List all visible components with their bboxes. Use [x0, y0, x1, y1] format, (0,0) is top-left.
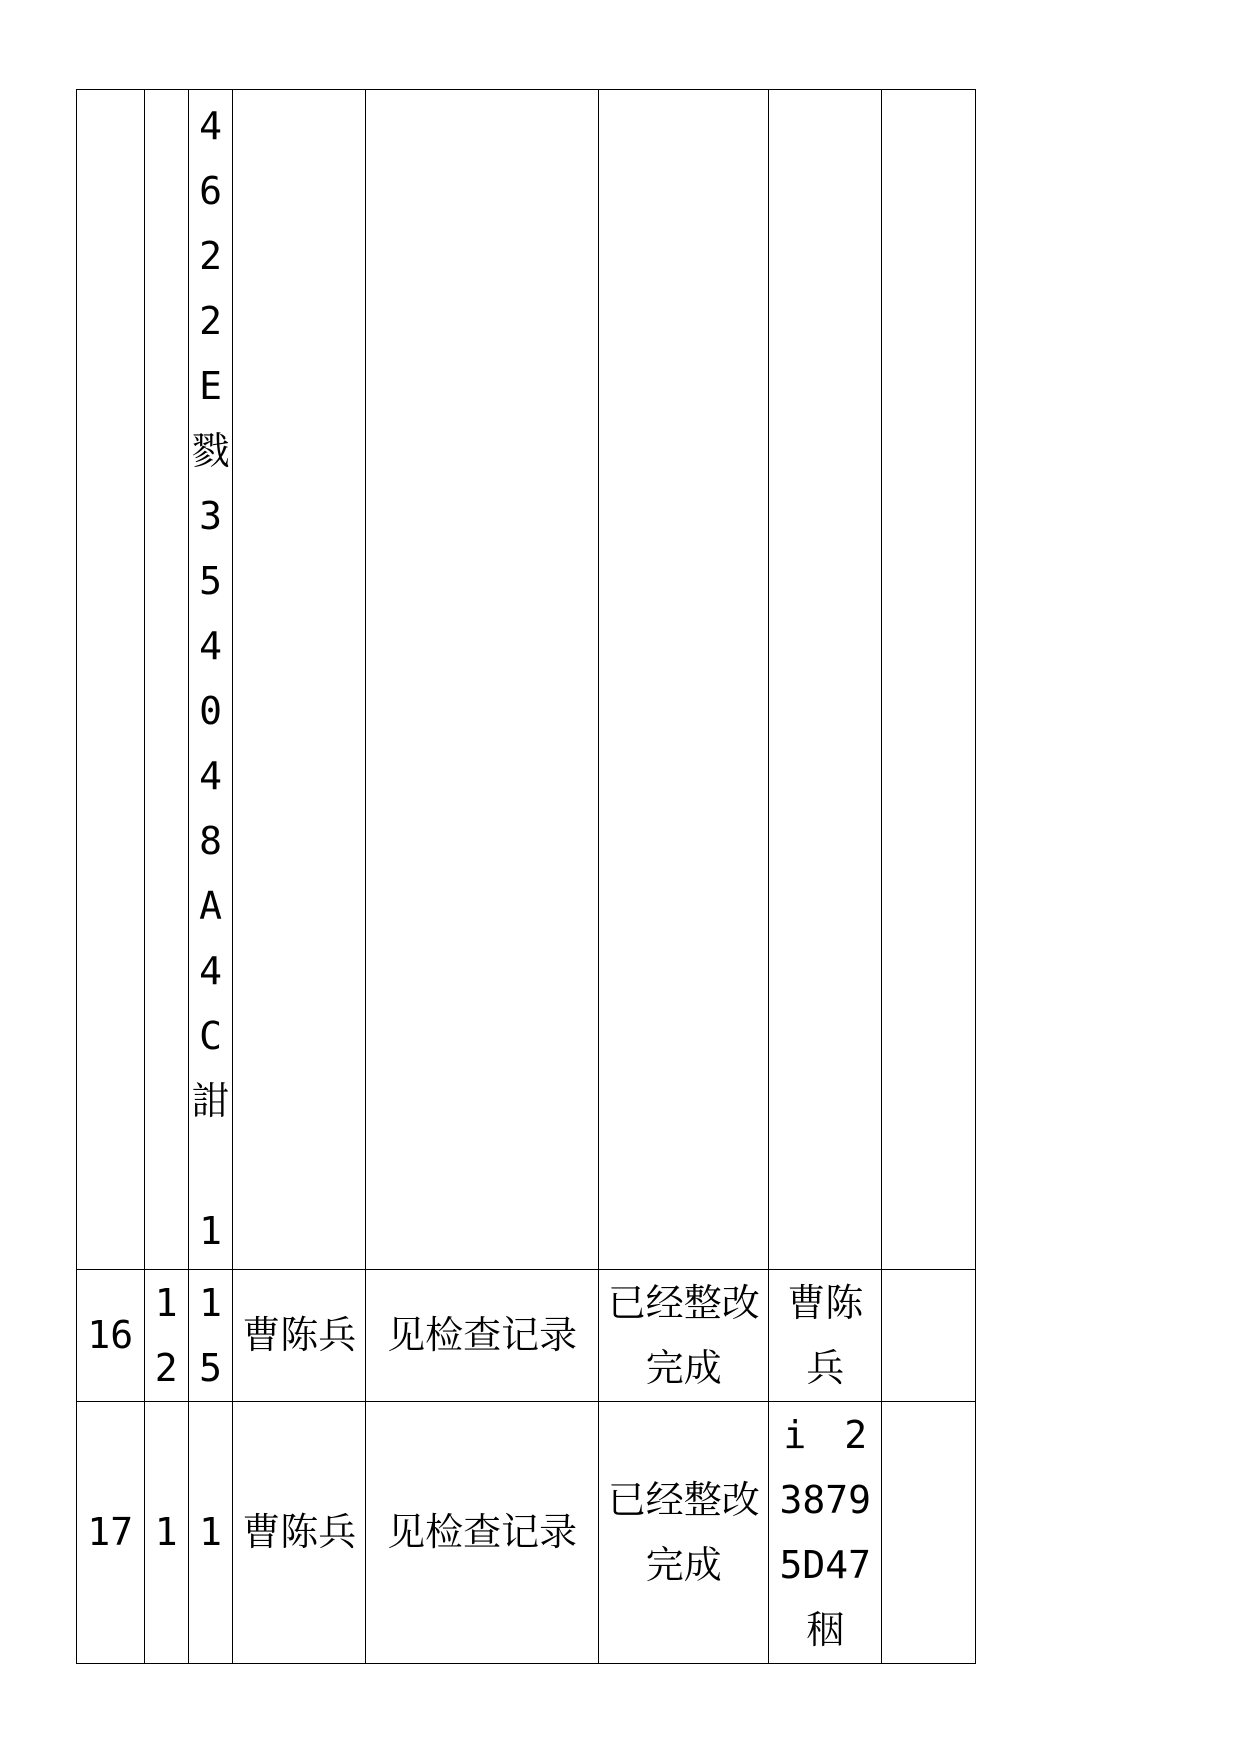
table-row	[77, 1270, 976, 1402]
cell-person	[233, 90, 366, 1270]
cell-c3: 15	[188, 1270, 232, 1402]
cell-remark	[882, 1270, 976, 1402]
cell-person: 曹陈兵	[233, 1402, 366, 1664]
cell-c2	[144, 90, 188, 1270]
cell-c3: 1	[188, 1402, 232, 1664]
stack-char: i 2	[783, 1412, 868, 1457]
record-table	[76, 89, 976, 1664]
stack-char: A	[199, 884, 222, 928]
checker-text-stack	[769, 1403, 881, 1663]
stack-char: 秵	[806, 1607, 845, 1652]
stack-char: C	[199, 1014, 222, 1058]
cell-no: 17	[77, 1402, 145, 1664]
stack-char: 1	[199, 1209, 222, 1253]
cell-c3-vertical	[188, 90, 232, 1270]
stack-char	[189, 1134, 232, 1199]
stack-char: 3	[199, 494, 222, 538]
stack-char: 4	[199, 949, 222, 993]
cell-content: 见检查记录	[366, 1402, 599, 1664]
cell-content: 见检查记录	[366, 1270, 599, 1402]
table-row	[77, 1402, 976, 1664]
stack-char: 2	[199, 234, 222, 278]
cell-remark	[882, 90, 976, 1270]
cell-no: 16	[77, 1270, 145, 1402]
cell-result: 已经整改完成	[599, 1270, 769, 1402]
stack-char: 4	[199, 624, 222, 668]
cell-no	[77, 90, 145, 1270]
cell-result: 已经整改完成	[599, 1402, 769, 1664]
vertical-text-stack	[189, 94, 232, 1264]
cell-c2: 1	[144, 1402, 188, 1664]
stack-char: 5D47	[779, 1542, 872, 1587]
stack-char: 4	[199, 754, 222, 798]
stack-char: 0	[199, 689, 222, 733]
stack-char: 8	[199, 819, 222, 863]
cell-remark	[882, 1402, 976, 1664]
stack-char: 6	[199, 169, 222, 213]
stack-char: 5	[199, 559, 222, 603]
cell-checker: 曹陈兵	[769, 1270, 882, 1402]
cell-c2: 12	[144, 1270, 188, 1402]
table-row	[77, 90, 976, 1270]
cell-person: 曹陈兵	[233, 1270, 366, 1402]
cell-checker-lines	[769, 1402, 882, 1664]
cell-checker	[769, 90, 882, 1270]
cell-result	[599, 90, 769, 1270]
stack-char: E	[199, 364, 222, 408]
stack-char: 2	[199, 299, 222, 343]
stack-char: 3879	[779, 1477, 872, 1522]
stack-char: 詌	[191, 1079, 230, 1123]
stack-char: 4	[199, 104, 222, 148]
cell-content	[366, 90, 599, 1270]
stack-char: 戮	[191, 429, 230, 473]
